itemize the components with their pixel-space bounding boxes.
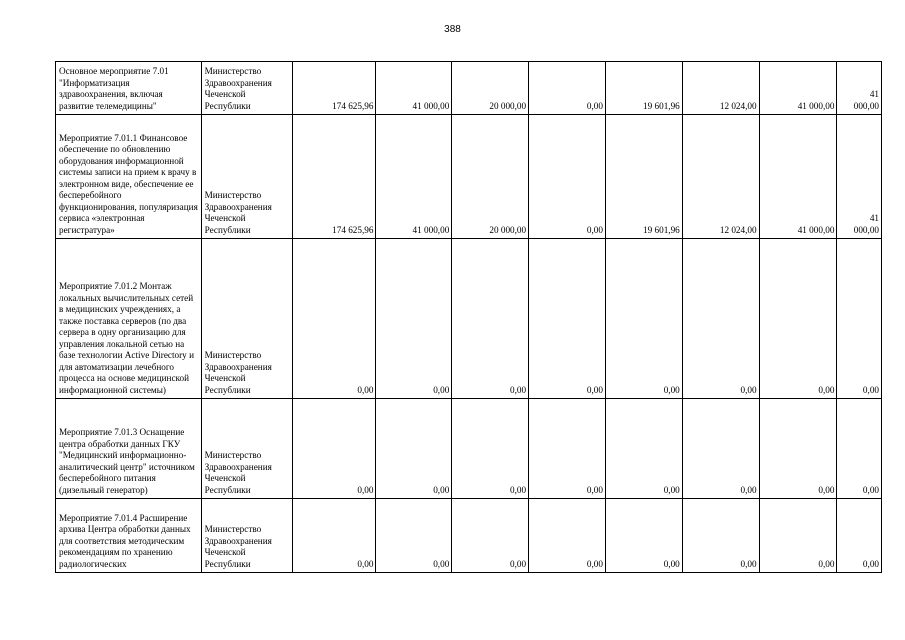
amount-cell: 41 000,00 [837,115,882,239]
amount-cell: 0,00 [837,399,882,499]
activity-name-cell: Мероприятие 7.01.3 Оснащение центра обработки данных ГКУ "Медицинский информационно-аналитический центр" источником бесперебойного питания (дизельный генератор) [56,399,202,499]
amount-cell: 19 601,96 [605,62,682,115]
amount-cell: 41 000,00 [376,115,452,239]
amount-cell: 0,00 [837,499,882,573]
amount-cell: 0,00 [529,115,606,239]
amount-cell: 174 625,96 [292,115,376,239]
amount-cell: 0,00 [682,399,759,499]
amount-cell: 0,00 [376,399,452,499]
amount-cell: 0,00 [759,239,837,399]
amount-cell: 0,00 [292,499,376,573]
amount-cell: 0,00 [759,499,837,573]
amount-cell: 0,00 [605,239,682,399]
amount-cell: 0,00 [682,499,759,573]
amount-cell: 0,00 [837,239,882,399]
amount-cell: 0,00 [529,399,606,499]
activity-name-cell: Мероприятие 7.01.1 Финансовое обеспечение по обновлению оборудования информационной системы записи на прием к врачу в электронном виде, обеспечение ее бесперебойного функционирования, популяризация сервиса «электронная регистратура» [56,115,202,239]
amount-cell: 0,00 [452,499,529,573]
amount-cell: 0,00 [529,62,606,115]
table-row [56,399,882,499]
amount-cell: 41 000,00 [376,62,452,115]
amount-cell: 0,00 [529,239,606,399]
amount-cell: 0,00 [759,399,837,499]
amount-cell: 0,00 [376,239,452,399]
table-row [56,62,882,115]
amount-cell: 0,00 [605,499,682,573]
executor-cell: Министерство Здравоохранения Чеченской Республики [201,239,292,399]
page-number: 388 [444,24,461,35]
amount-cell: 41 000,00 [759,62,837,115]
amount-cell: 12 024,00 [682,115,759,239]
table-row [56,499,882,573]
amount-cell: 0,00 [529,499,606,573]
amount-cell: 19 601,96 [605,115,682,239]
amount-cell: 0,00 [292,399,376,499]
amount-cell: 0,00 [605,399,682,499]
amount-cell: 41 000,00 [759,115,837,239]
amount-cell: 0,00 [682,239,759,399]
budget-table [55,61,882,573]
amount-cell: 0,00 [452,239,529,399]
table-row [56,115,882,239]
activity-name-cell: Мероприятие 7.01.4 Расширение архива Центра обработки данных для соответствия методическим рекомендациям по хранению радиологических [56,499,202,573]
amount-cell: 41 000,00 [837,62,882,115]
executor-cell: Министерство Здравоохранения Чеченской Республики [201,62,292,115]
amount-cell: 20 000,00 [452,115,529,239]
activity-name-cell: Мероприятие 7.01.2 Монтаж локальных вычислительных сетей в медицинских учреждениях, а также поставка серверов (по два сервера в одну организацию для управления локальной сетью на базе технологии Active Directory и для автоматизации лечебного процесса на основе медицинской информационной системы) [56,239,202,399]
amount-cell: 174 625,96 [292,62,376,115]
executor-cell: Министерство Здравоохранения Чеченской Республики [201,499,292,573]
amount-cell: 0,00 [292,239,376,399]
activity-name-cell: Основное мероприятие 7.01 "Информатизация здравоохранения, включая развитие телемедицины" [56,62,202,115]
table-row [56,239,882,399]
amount-cell: 0,00 [376,499,452,573]
amount-cell: 0,00 [452,399,529,499]
executor-cell: Министерство Здравоохранения Чеченской Республики [201,399,292,499]
executor-cell: Министерство Здравоохранения Чеченской Республики [201,115,292,239]
amount-cell: 12 024,00 [682,62,759,115]
amount-cell: 20 000,00 [452,62,529,115]
